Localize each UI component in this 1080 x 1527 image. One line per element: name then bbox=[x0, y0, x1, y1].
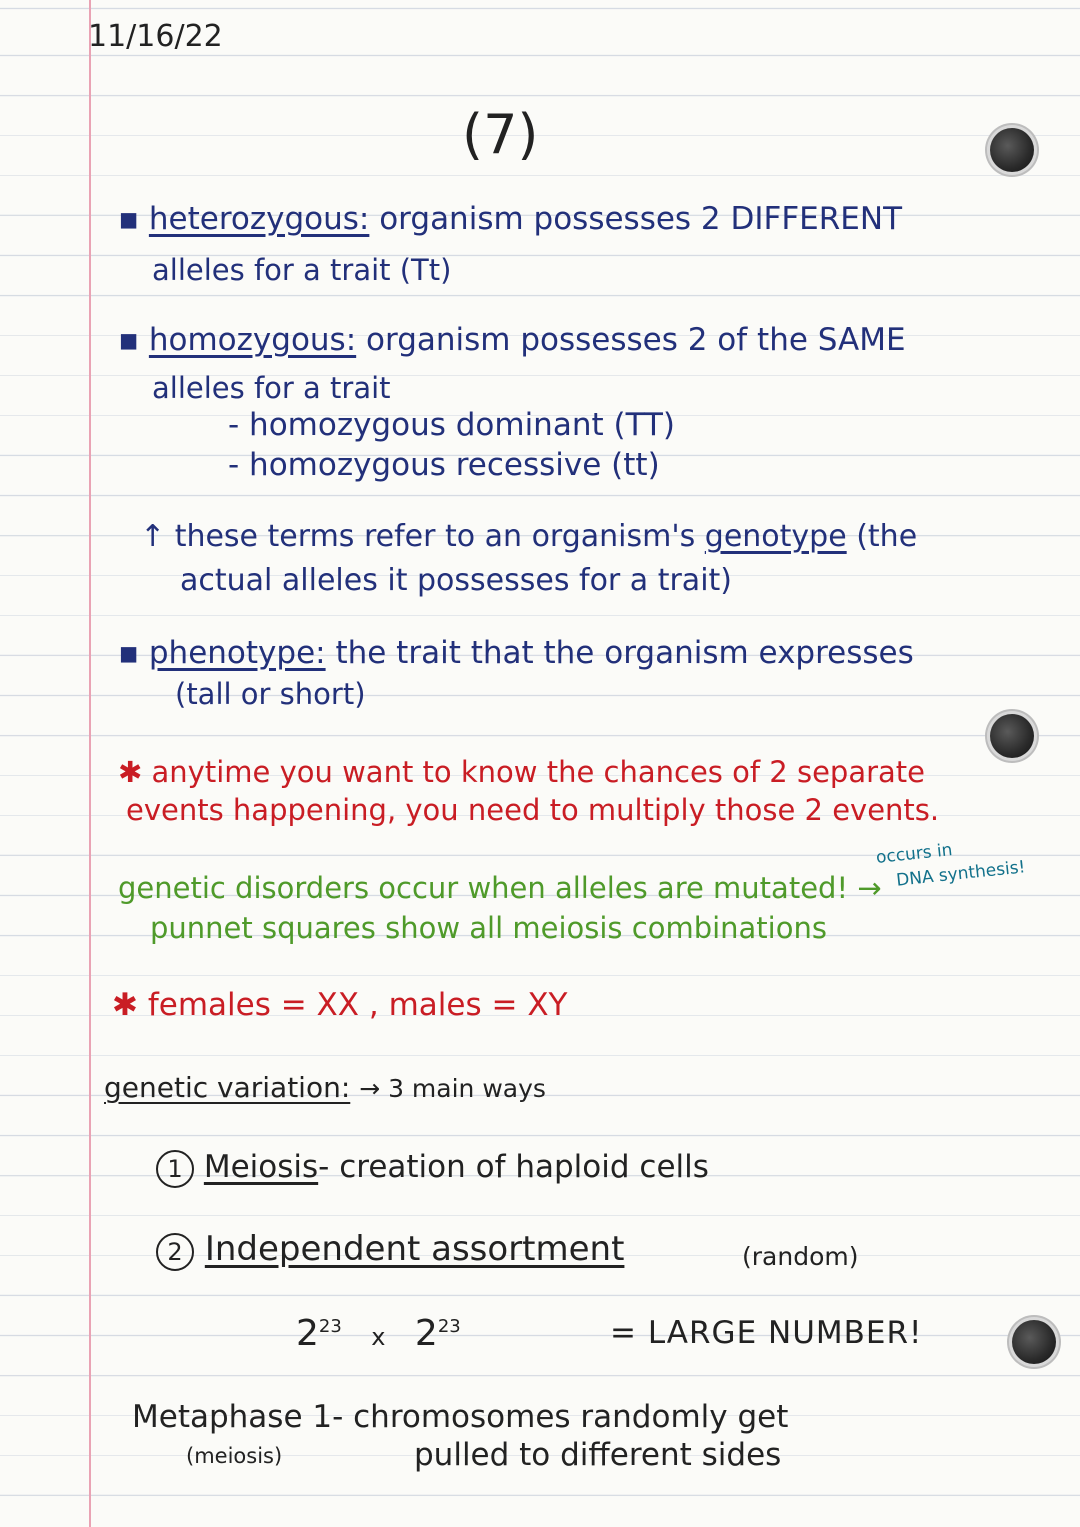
males-text: males = XY bbox=[388, 987, 568, 1023]
random-note: (random) bbox=[742, 1242, 859, 1271]
formula-line bbox=[296, 1313, 461, 1354]
binder-hole-middle bbox=[990, 714, 1034, 758]
homozygous-line1 bbox=[118, 322, 906, 358]
variation-item-1 bbox=[156, 1150, 709, 1188]
binder-hole-top bbox=[990, 128, 1034, 172]
genetic-variation-subtitle: → 3 main ways bbox=[359, 1074, 546, 1103]
genotype-note-after: (the bbox=[856, 519, 918, 554]
independent-assortment-term: Independent assortment bbox=[204, 1229, 625, 1269]
formula-times: x bbox=[371, 1323, 386, 1351]
heterozygous-definition: organism possesses 2 DIFFERENT bbox=[379, 201, 903, 237]
page-number: (7) bbox=[462, 103, 539, 166]
number-circle: 2 bbox=[156, 1233, 194, 1271]
genetic-variation-title: genetic variation: bbox=[104, 1071, 351, 1104]
genotype-term: genotype bbox=[704, 519, 847, 554]
bullet: ▪ bbox=[118, 201, 149, 237]
heterozygous-term: heterozygous: bbox=[148, 201, 370, 237]
up-arrow-icon: ↑ bbox=[140, 519, 166, 554]
multiply-note-text1: anytime you want to know the chances of 2 separate bbox=[151, 755, 926, 789]
meiosis-term: Meiosis bbox=[203, 1149, 319, 1185]
genotype-note-line1 bbox=[140, 519, 918, 554]
separator: , bbox=[368, 987, 379, 1023]
genotype-note-before: these terms refer to an organism's bbox=[174, 519, 696, 554]
phenotype-line1 bbox=[118, 635, 914, 671]
number-circle: 1 bbox=[156, 1150, 194, 1188]
homozygous-definition: organism possesses 2 of the SAME bbox=[366, 322, 906, 358]
sex-chromosomes-line bbox=[112, 987, 568, 1023]
formula-exponent-b: 23 bbox=[437, 1316, 461, 1337]
meiosis-text: - creation of haploid cells bbox=[318, 1149, 709, 1185]
genetic-variation-line bbox=[104, 1071, 546, 1104]
metaphase-term: Metaphase 1 bbox=[132, 1399, 333, 1435]
binder-hole-bottom bbox=[1012, 1320, 1056, 1364]
formula-exponent-a: 23 bbox=[318, 1316, 342, 1337]
multiply-note-line2: events happening, you need to multiply those 2 events. bbox=[126, 793, 940, 827]
punnet-squares-line: punnet squares show all meiosis combinations bbox=[150, 911, 827, 945]
metaphase-line1 bbox=[132, 1399, 789, 1435]
dna-synthesis-note-1: occurs in bbox=[875, 840, 954, 868]
meiosis-sub-note: (meiosis) bbox=[186, 1444, 283, 1468]
heterozygous-line2: alleles for a trait (Tt) bbox=[152, 253, 452, 287]
metaphase-text1: - chromosomes randomly get bbox=[332, 1399, 789, 1435]
formula-base-b: 2 bbox=[414, 1313, 438, 1354]
metaphase-line2: pulled to different sides bbox=[414, 1437, 782, 1473]
phenotype-term: phenotype: bbox=[148, 635, 326, 671]
homozygous-term: homozygous: bbox=[148, 322, 357, 358]
variation-item-2 bbox=[156, 1229, 625, 1271]
formula-result: = LARGE NUMBER! bbox=[610, 1315, 923, 1351]
star-icon: ✱ bbox=[112, 987, 138, 1023]
homozygous-recessive: - homozygous recessive (tt) bbox=[228, 447, 660, 483]
bullet: ▪ bbox=[118, 635, 149, 671]
homozygous-line2: alleles for a trait bbox=[152, 371, 391, 405]
dna-synthesis-note-2: DNA synthesis! bbox=[895, 857, 1027, 891]
formula-base-a: 2 bbox=[296, 1313, 319, 1354]
phenotype-line2: (tall or short) bbox=[175, 677, 366, 711]
date: 11/16/22 bbox=[88, 19, 223, 54]
genetic-disorders-line: genetic disorders occur when alleles are mutated! → bbox=[118, 871, 882, 905]
females-text: females = XX bbox=[147, 987, 360, 1023]
margin-line bbox=[89, 0, 91, 1527]
genotype-note-line2: actual alleles it possesses for a trait) bbox=[180, 563, 732, 598]
star-icon: ✱ bbox=[118, 755, 143, 789]
heterozygous-line1 bbox=[118, 201, 903, 237]
phenotype-definition: the trait that the organism expresses bbox=[335, 635, 914, 671]
multiply-note-line1 bbox=[118, 755, 926, 789]
homozygous-dominant: - homozygous dominant (TT) bbox=[228, 407, 676, 443]
bullet: ▪ bbox=[118, 322, 149, 358]
